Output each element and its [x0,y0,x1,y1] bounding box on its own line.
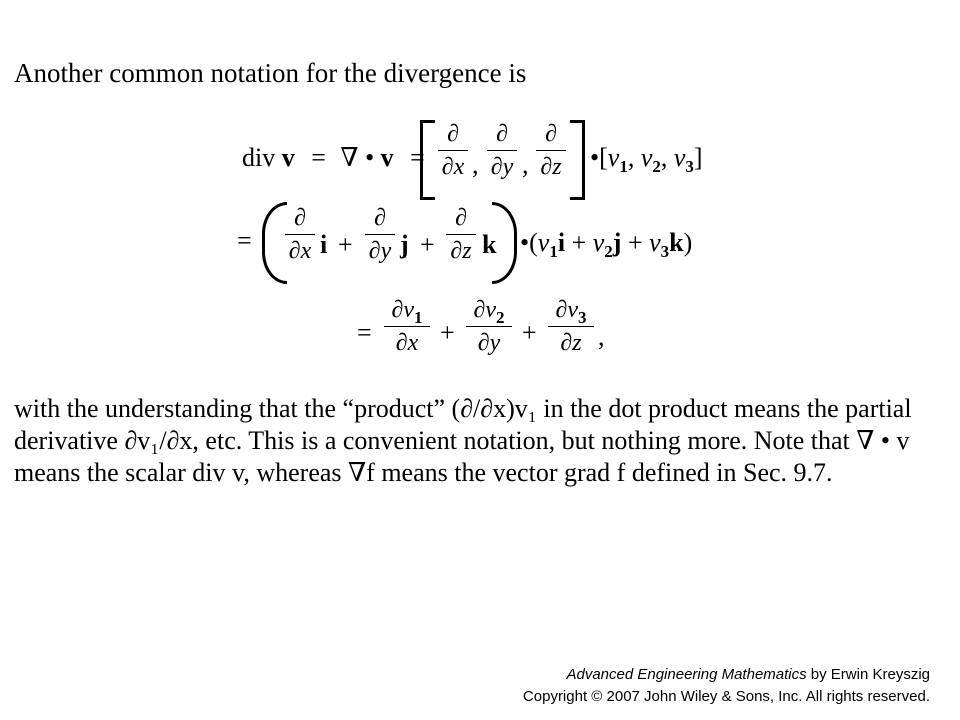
fraction-dv1-dx: $\partial v_1$ ∂x [384,298,430,355]
equals-sign: = [311,143,326,172]
dot-symbol: • [365,143,375,172]
equation-line-1 [242,143,425,173]
fraction-d-dz: ∂ ∂z [536,122,566,179]
comma-2: , [522,150,529,179]
comma-1: , [472,150,479,179]
paragraph-line-1: with the understanding that the “product” (∂/∂x)v₁ in the dot product means the partial [14,394,912,423]
fraction-dv2-dy: $\partial v_2$ ∂y [466,298,512,355]
fraction-d-dy: ∂ ∂y [487,122,517,179]
left-paren [262,202,287,284]
book-author: by Erwin Kreyszig [806,666,930,683]
right-bracket [570,120,585,200]
plus-2: + [420,230,435,259]
plus-1: + [338,230,353,259]
left-bracket [420,120,435,200]
equals-line-2: = [237,226,252,255]
unit-j: j [400,230,409,259]
book-credit-line [523,664,930,686]
fraction-dv3-dz: $\partial v_3$ ∂z [548,298,594,355]
plus-3: + [440,318,455,347]
paragraph-line-3: means the scalar div v, whereas ∇f means the vector grad f defined in Sec. 9.7. [14,458,833,487]
fraction-d-dx: ∂ ∂x [438,122,468,179]
copyright-line: Copyright © 2007 John Wiley & Sons, Inc. All rights reserved. [522,688,930,705]
intro-text: Another common notation for the divergence is [14,58,527,88]
book-title: Advanced Engineering Mathematics [566,666,807,683]
fraction-d-dx-2: ∂ ∂x [285,206,315,263]
plus-4: + [522,318,537,347]
right-paren [492,202,517,284]
trailing-comma: , [598,322,605,351]
v-bold: v [281,143,295,172]
equals-sign-2: = [410,143,425,172]
fraction-d-dy-2: ∂ ∂y [365,206,395,263]
unit-i: i [320,230,328,259]
v-bold-2: v [380,143,394,172]
fraction-d-dz-2: ∂ ∂z [446,206,476,263]
explanation-paragraph [14,393,949,489]
vector-components: $•[v_1$, $v_2$, $v_3$] [590,143,703,176]
copyright-credit [523,664,930,708]
equals-line-3: = [357,318,372,347]
paragraph-line-2: derivative ∂v₁/∂x, etc. This is a convenient notation, but nothing more. Note that ∇ • v [14,426,910,455]
div-label: div [242,143,276,172]
vector-expansion: $•(v_1i + v_2j + v_3k)$ [520,228,693,261]
nabla-symbol: ∇ [340,143,359,172]
unit-k: k [482,230,497,259]
